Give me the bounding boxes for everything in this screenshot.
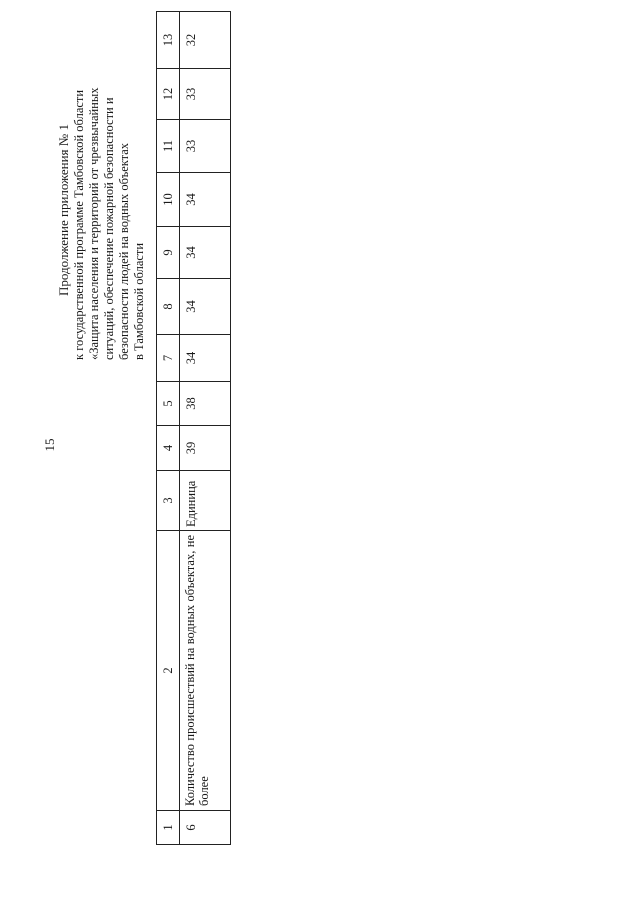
column-header: 3	[157, 471, 180, 531]
column-header: 11	[157, 120, 180, 173]
value-cell: 38	[180, 382, 231, 426]
annex-line: ситуаций, обеспечение пожарной безопасности и	[102, 97, 116, 360]
annex-line: к государственной программе Тамбовской области	[72, 89, 86, 360]
column-header: 2	[157, 531, 180, 811]
column-header: 9	[157, 227, 180, 279]
annex-title: Продолжение приложения № 1	[56, 124, 71, 296]
value-cell: 33	[180, 69, 231, 120]
value-cell: 34	[180, 335, 231, 382]
value-cell: 34	[180, 227, 231, 279]
column-header: 12	[157, 69, 180, 120]
row-number-cell: 6	[180, 811, 231, 845]
table-row	[180, 12, 231, 845]
value-cell: 34	[180, 279, 231, 335]
unit-cell: Единица	[180, 471, 231, 531]
column-header: 13	[157, 12, 180, 69]
page-number: 15	[42, 438, 57, 452]
annex-line: «Защита населения и территорий от чрезвычайных	[87, 87, 101, 360]
indicators-table	[156, 11, 231, 845]
column-header: 7	[157, 335, 180, 382]
value-cell: 34	[180, 173, 231, 227]
column-header: 1	[157, 811, 180, 845]
annex-heading-block	[56, 60, 147, 360]
indicator-name-cell: Количество происшествий на водных объектах, не более	[180, 531, 231, 811]
value-cell: 32	[180, 12, 231, 69]
annex-line: в Тамбовской области	[132, 242, 146, 360]
value-cell: 39	[180, 426, 231, 471]
annex-line: безопасности людей на водных объектах	[117, 142, 131, 360]
table-header-row	[157, 12, 180, 845]
column-header: 10	[157, 173, 180, 227]
column-header: 8	[157, 279, 180, 335]
value-cell: 33	[180, 120, 231, 173]
column-header: 5	[157, 382, 180, 426]
column-header: 4	[157, 426, 180, 471]
